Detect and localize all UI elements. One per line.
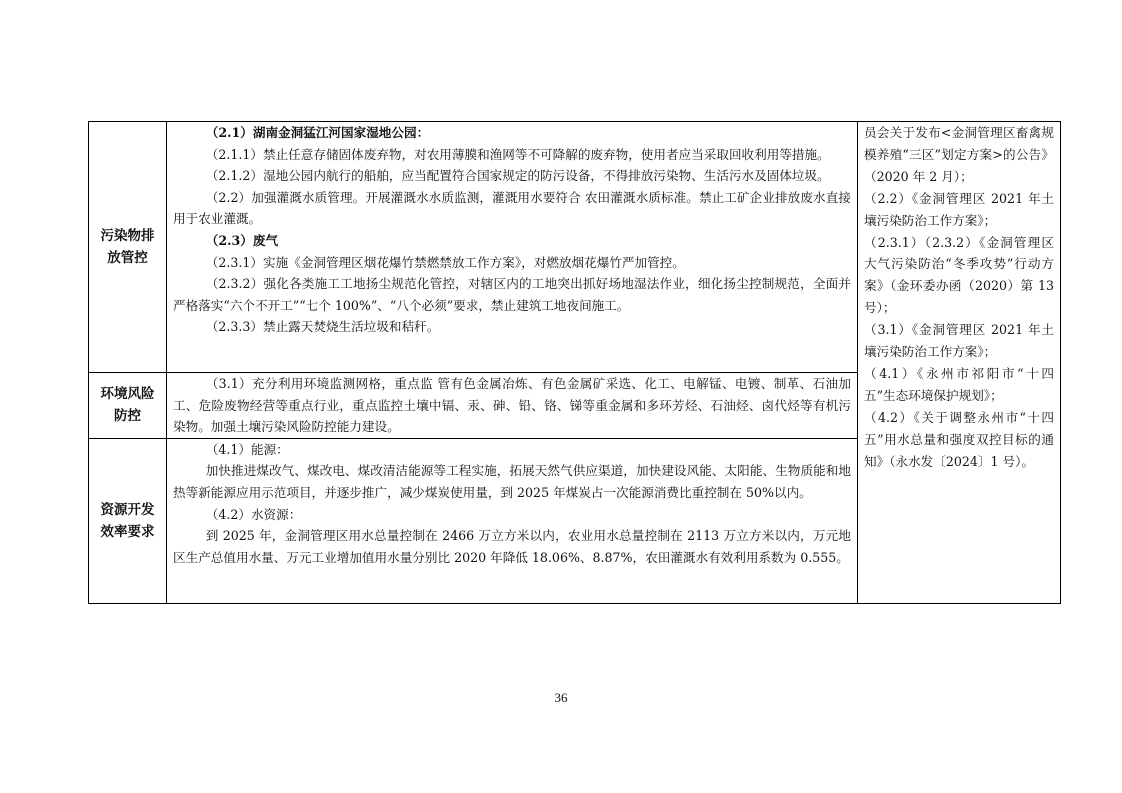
section-heading: （2.3）废气 [205,232,279,248]
category-label: 防控 [114,408,141,425]
category-cell [89,373,167,439]
page-number: 36 [554,690,568,705]
category-label: 资源开发 [100,501,155,518]
reference-item: （3.1）《金洞管理区 2021 年土壤污染防治工作方案》； [864,322,1054,360]
paragraph: （2.3.3）禁止露天焚烧生活垃圾和秸秆。 [205,319,440,335]
paragraph: （2.1.2）湿地公园内航行的船舶，应当配置符合国家规定的防污设备，不得排放污染物、生活污水及固体垃圾。 [205,168,830,184]
category-label: 环境风险 [100,386,155,403]
content-cell [167,122,858,373]
paragraph: （2.3.1）实施《金洞管理区烟花爆竹禁燃禁放工作方案》，对燃放烟花爆竹严加管控。 [205,254,685,270]
reference-item: （4.1）《永州市祁阳市“十四五”生态环境保护规划》； [864,365,1054,403]
category-label: 效率要求 [100,523,155,540]
reference-item: （2.2）《金洞管理区 2021 年土壤污染防治工作方案》； [864,190,1054,228]
paragraph: 到 2025 年，金洞管理区用水总量控制在 2466 万立方米以内，农业用水总量控制在 2113 万立方米以内，万元地区生产总值用水量、万元工业增加值用水量分别比 2020 年降低 18.06%、8.87%，农田灌溉水有效利用系数为 0.555。 [173,528,851,565]
paragraph: （2.2）加强灌溉水质管理。开展灌溉水水质监测，灌溉用水要符合 农田灌溉水质标准。禁止工矿企业排放废水直接用于农业灌溉。 [173,189,851,227]
table-row [89,122,1061,373]
paragraph: （2.1.1）禁止任意存储固体废弃物，对农用薄膜和渔网等不可降解的废弃物，使用者应当采取回收利用等措施。 [205,146,830,162]
content-cell [167,373,858,439]
paragraph: （4.1）能源： [205,441,289,457]
section-heading: （2.1）湖南金洞猛江河国家湿地公园： [205,125,430,140]
category-cell [89,122,167,373]
category-label: 污染物排 [100,228,155,244]
reference-item: （2.3.1）（2.3.2）《金洞管理区大气污染防治“冬季攻势”行动方案》（金环委办函（2020）第 13 号）； [864,234,1054,316]
paragraph: （3.1）充分利用环境监测网格，重点监 管有色金属冶炼、有色金属矿采选、化工、电解锰、电镀、制革、石油加工、危险废物经营等重点行业，重点监控土壤中镉、汞、砷、铅、铬、锑等重金属和多环芳烃、石油烃、卤代烃等有机污 染物。加强土壤污染风险防控能力建设。 [173,376,851,435]
reference-item: （4.2）《关于调整永州市“十四五”用水总量和强度双控目标的通知》（永水发〔2024〕1 号）。 [864,409,1054,469]
category-cell [89,438,167,603]
paragraph: （2.3.2）强化各类施工工地扬尘规范化管控，对辖区内的工地突出抓好场地湿法作业，细化扬尘控制规范，全面并严格落实“六个不开工”“七个 100%”、“八个必须”要求，禁止建筑工地夜间施工。 [173,276,851,313]
reference-cell [858,122,1061,604]
requirements-table [88,121,1061,604]
category-label: 放管控 [107,250,148,266]
content-cell [167,438,858,603]
paragraph: 加快推进煤改气、煤改电、煤改清洁能源等工程实施，拓展天然气供应渠道，加快建设风能、太阳能、生物质能和地热等新能源应用示范项目，并逐步推广，减少煤炭使用量，到 2025 年煤炭占一次能源消费比重控制在 50%以内。 [173,463,851,500]
paragraph: （4.2）水资源： [205,506,302,522]
reference-item: 员会关于发布<金洞管理区畜禽规模养殖“三区”划定方案>的公告》（2020 年 2 月）； [864,125,1054,184]
